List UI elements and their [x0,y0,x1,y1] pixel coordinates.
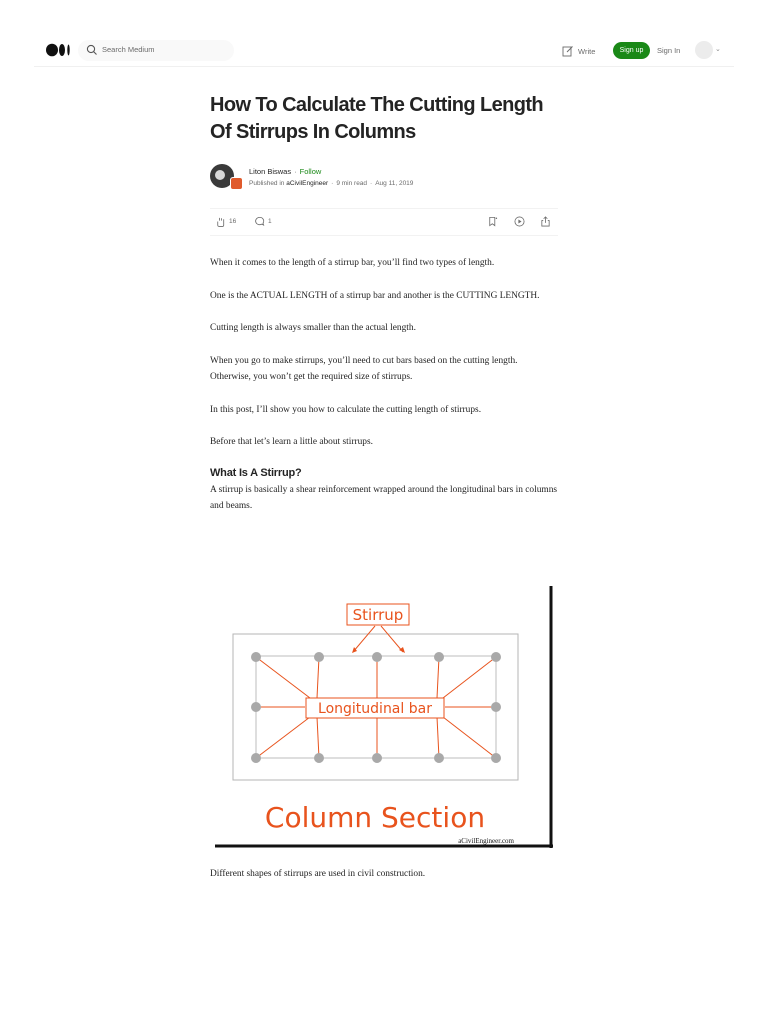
author-block: Liton Biswas · Follow Published in aCivilEngineer · 9 min read · Aug 11, 2019 [210,164,558,192]
column-section-diagram [215,586,553,848]
bar-dot [491,753,501,763]
play-icon [514,216,525,227]
paragraph: Cutting length is always smaller than the actual length. [210,323,416,333]
comment-icon [254,216,265,227]
medium-logo-icon[interactable] [46,43,72,57]
listen-button[interactable] [514,216,525,227]
paragraph: When you go to make stirrups, you’ll need to cut bars based on the cutting length. Otherwise, you won’t get the required size of stirrups. [210,355,518,382]
section-heading: What Is A Stirrup? [210,466,302,479]
paragraph: In this post, I’ll show you how to calculate the cutting length of stirrups. [210,404,482,415]
article-body [210,255,558,531]
bar-dot [251,652,261,662]
read-time: 9 min read [336,180,368,187]
article-title: How To Calculate The Cutting Length Of Stirrups In Columns [210,94,544,143]
paragraph: When it comes to the length of a stirrup bar, you’ll find two types of length. [210,258,495,268]
user-avatar[interactable] [695,41,713,59]
bar-dot [314,652,324,662]
publication-link[interactable]: aCivilEngineer [286,180,329,187]
write-icon [562,45,574,57]
search-icon [86,44,98,56]
sign-in-link[interactable]: Sign In [657,46,681,55]
bar-dot [251,702,261,712]
bar-dot [372,753,382,763]
bookmark-icon [487,216,498,227]
published-in-label: Published in [249,180,285,187]
share-button[interactable] [540,216,551,227]
paragraph: A stirrup is basically a shear reinforcement wrapped around the longitudinal bars in columns and beams. [210,484,558,511]
longitudinal-bar-label: Longitudinal bar [318,701,432,717]
paragraph-after-figure: Different shapes of stirrups are used in civil construction. [210,869,426,879]
top-navigation-bar [34,36,734,67]
search-placeholder: Search Medium [102,45,155,54]
bar-dot [314,753,324,763]
article-actions-bar [210,208,558,236]
bar-dot [434,652,444,662]
stirrup-label: Stirrup [352,606,404,624]
publish-date: Aug 11, 2019 [375,180,414,187]
share-icon [540,216,551,227]
paragraph: Before that let’s learn a little about stirrups. [210,437,373,447]
chevron-down-icon[interactable]: ⌄ [715,46,721,53]
author-name[interactable]: Liton Biswas [249,167,292,176]
bar-dot [251,753,261,763]
column-section-label: Column Section [264,801,486,834]
responses-button[interactable] [254,216,272,227]
bar-dot [491,652,501,662]
sign-up-button[interactable]: Sign up [613,42,650,59]
clap-icon [215,216,226,227]
publication-logo[interactable] [230,177,243,190]
responses-count: 1 [268,218,272,225]
article [210,92,558,511]
follow-button[interactable]: Follow [299,167,322,176]
search-input[interactable] [78,40,234,61]
bar-dot [372,652,382,662]
write-label: Write [578,46,596,56]
clap-count: 16 [229,218,237,225]
watermark-text: aCivilEngineer.com [458,837,514,845]
bar-dot [491,702,501,712]
paragraph: One is the ACTUAL LENGTH of a stirrup bar and another is the CUTTING LENGTH. [210,290,540,301]
write-button[interactable] [562,44,595,58]
clap-button[interactable] [215,216,236,227]
bar-dot [434,753,444,763]
bookmark-button[interactable] [487,216,498,227]
